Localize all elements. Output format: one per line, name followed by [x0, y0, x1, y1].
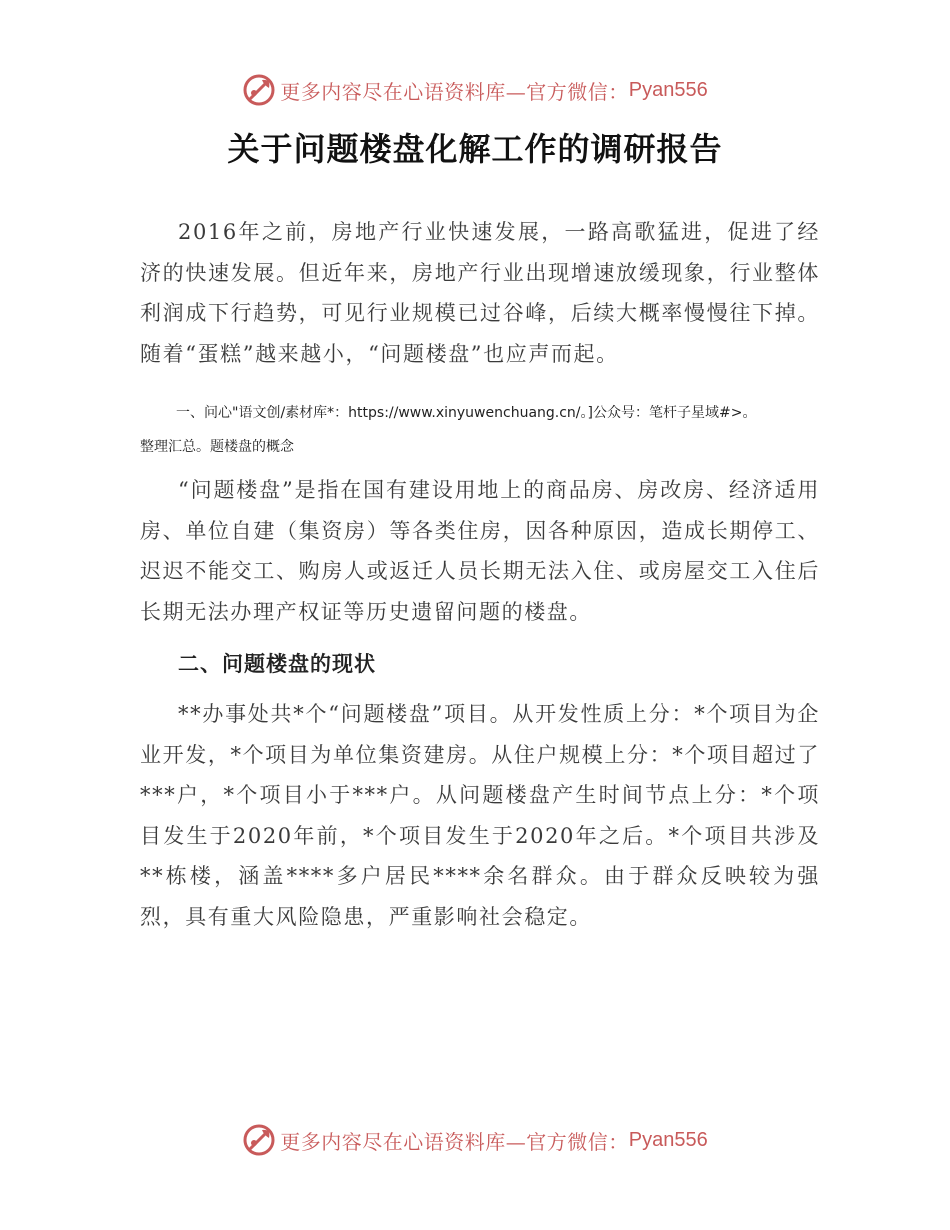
- document-body: [140, 212, 820, 937]
- quill-seal-icon: [242, 1123, 276, 1157]
- intro-paragraph: 2016年之前，房地产行业快速发展，一路高歌猛进，促进了经济的快速发展。但近年来，房地产行业出现增速放缓现象，行业整体利润成下行趋势，可见行业规模已过谷峰，后续大概率慢慢往下掉。随着“蛋糕”越来越小，“问题楼盘”也应声而起。: [140, 220, 820, 366]
- status-paragraph: **办事处共*个“问题楼盘”项目。从开发性质上分：*个项目为企业开发，*个项目为单位集资建房。从住户规模上分：*个项目超过了***户，*个项目小于***户。从问题楼盘产生时间节点上分：*个项目发生于2020年前，*个项目发生于2020年之后。*个项目共涉及**栋楼，涵盖****多户居民****余名群众。由于群众反映较为强烈，具有重大风险隐患，严重影响社会稳定。: [140, 702, 820, 929]
- quill-seal-icon: [242, 73, 276, 107]
- document-title: 关于问题楼盘化解工作的调研报告: [227, 130, 723, 168]
- footer-banner: [0, 1120, 950, 1160]
- source-note-line2: 整理汇总。题楼盘的概念: [140, 439, 294, 455]
- definition-paragraph: “问题楼盘”是指在国有建设用地上的商品房、房改房、经济适用房、单位自建（集资房）等各类住房，因各种原因，造成长期停工、迟迟不能交工、购房人或返迁人员长期无法入住、或房屋交工入住后长期无法办理产权证等历史遗留问题的楼盘。: [140, 478, 820, 624]
- banner-text: 更多内容尽在心语资料库—官方微信：: [280, 1129, 629, 1154]
- header-banner: [0, 70, 950, 110]
- banner-text: 更多内容尽在心语资料库—官方微信：: [280, 79, 629, 104]
- source-note: [140, 396, 820, 464]
- source-note-line1: 一、问心"语文创/素材库*：https://www.xinyuwenchuang.cn/。]公众号：笔杆子星域#>。: [176, 405, 757, 421]
- section-heading-2: 二、问题楼盘的现状: [178, 652, 376, 676]
- banner-wechat-id: Pyan556: [628, 78, 708, 101]
- banner-wechat-id: Pyan556: [628, 1128, 708, 1151]
